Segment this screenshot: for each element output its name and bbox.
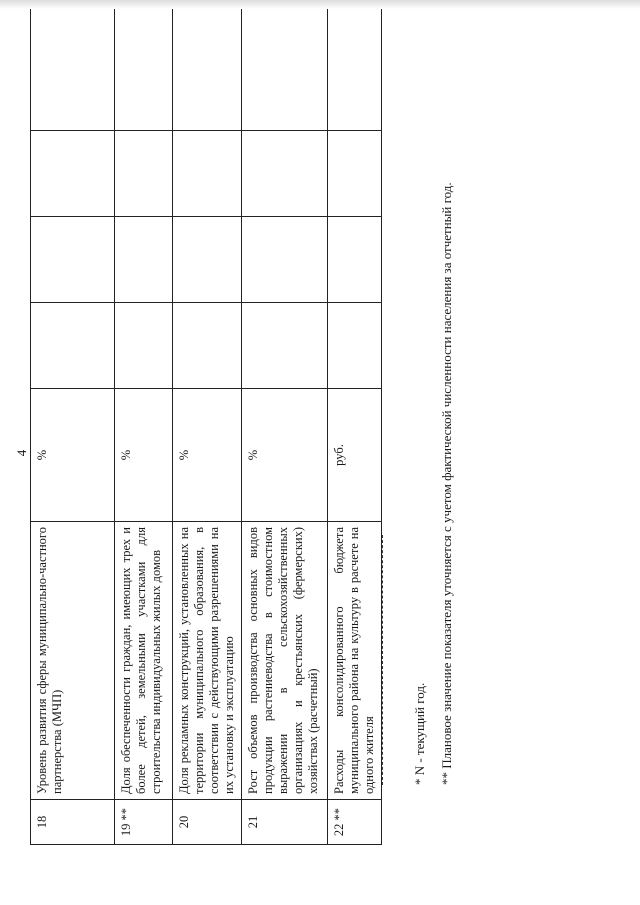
value-cell [31,303,115,389]
scan-edge [0,0,640,9]
value-cell [328,217,382,303]
value-cell [173,131,242,217]
row-number: 18 [31,800,115,845]
value-cell [328,303,382,389]
value-cell [242,131,328,217]
indicator-text: Расходы консолидированного бюджета муниципального района на культуру в расчете на одного жителя [328,522,382,800]
value-cell [242,217,328,303]
value-cell [173,303,242,389]
value-cell [115,131,173,217]
value-cell [31,217,115,303]
row-number: 20 [173,800,242,845]
footnote-planned-value: ** Плановое значение показателя уточняется с учетом фактической численности населения за отчетный год. [439,182,454,785]
value-cell [242,303,328,389]
indicator-text: Доля обеспеченности граждан, имеющих трех и более детей, земельными участками для строительства индивидуальных жилых домов [115,522,173,800]
unit-cell: % [173,389,242,522]
table-row [173,7,242,845]
value-cell [115,7,173,131]
value-cell [328,7,382,131]
indicator-text: Уровень развития сферы муниципально-частного партнерства (МЧП) [31,522,115,800]
unit-cell: % [242,389,328,522]
page-number: 4 [14,449,29,457]
footnote-current-year: * N - текущий год. [412,682,427,785]
value-cell [328,131,382,217]
indicators-table [30,6,382,845]
value-cell [115,303,173,389]
value-cell [115,217,173,303]
indicator-text: Рост объемов производства основных видов продукции растениеводства в стоимостном выражении в сельскохозяйственных организациях и крестьянских (фермерских) хозяйствах (расчетный) [242,522,328,800]
value-cell [173,217,242,303]
row-number: 22 ** [328,800,382,845]
table-row [328,7,382,845]
indicator-text: Доля рекламных конструкций, установленных на территории муниципального образования, в соответствии с действующими разрешениями на их установку и эксплуатацию [173,522,242,800]
unit-cell: руб. [328,389,382,522]
unit-cell: % [115,389,173,522]
table-row [115,7,173,845]
table-row [31,7,115,845]
value-cell [31,131,115,217]
table-row [242,7,328,845]
unit-cell: % [31,389,115,522]
value-cell [31,7,115,131]
value-cell [173,7,242,131]
row-number: 21 [242,800,328,845]
row-number: 19 ** [115,800,173,845]
footnote-separator [382,535,383,785]
value-cell [242,7,328,131]
